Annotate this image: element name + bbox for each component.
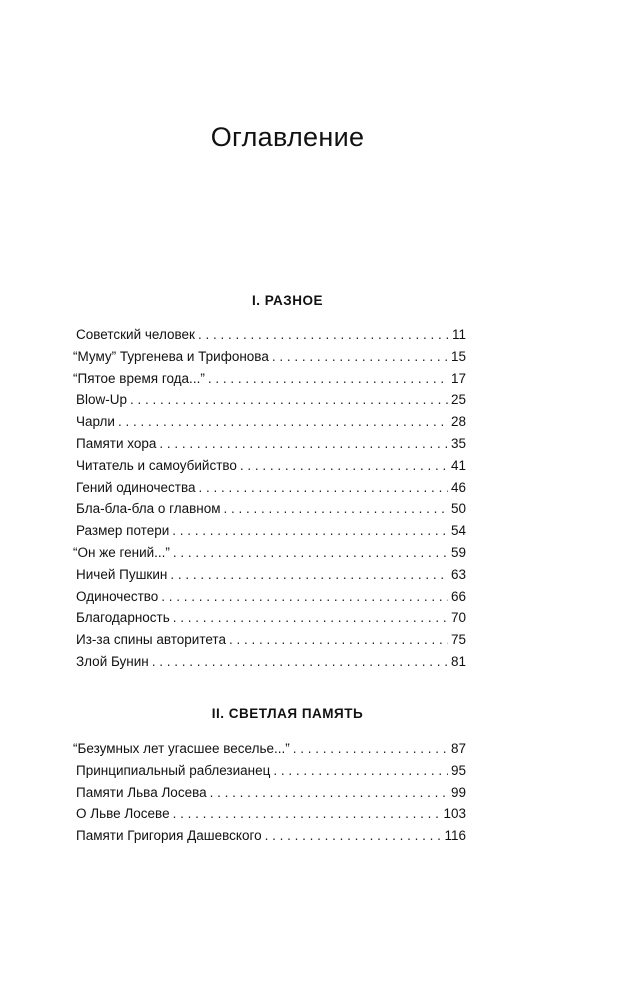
toc-entry-page-number: 46 xyxy=(450,479,466,495)
toc-entry-page-number: 50 xyxy=(450,501,466,517)
toc-entry-page-number: 75 xyxy=(450,632,466,648)
dot-leader xyxy=(198,324,449,346)
toc-entry-page-number: 63 xyxy=(450,566,466,582)
toc-entry-page-number: 41 xyxy=(450,457,466,473)
toc-entry-title: Читатель и самоубийство xyxy=(76,457,237,473)
dot-leader xyxy=(172,520,448,542)
toc-entry-title: Одиночество xyxy=(76,588,159,604)
dot-leader xyxy=(173,542,448,564)
toc-entry-title: Гений одиночества xyxy=(76,479,196,495)
dot-leader xyxy=(265,825,442,847)
toc-entry[interactable] xyxy=(73,498,466,520)
toc-entry-title: “Муму” Тургенева и Трифонова xyxy=(73,348,269,364)
toc-entry[interactable] xyxy=(73,433,466,455)
toc-entry[interactable] xyxy=(73,346,466,368)
toc-entry-title: Памяти Льва Лосева xyxy=(76,784,207,800)
toc-entry[interactable] xyxy=(73,738,466,760)
dot-leader xyxy=(273,760,448,782)
dot-leader xyxy=(199,477,448,499)
toc-entry[interactable] xyxy=(73,477,466,499)
dot-leader xyxy=(240,455,448,477)
toc-entry[interactable] xyxy=(73,760,466,782)
toc-entry-title: Благодарность xyxy=(76,610,170,626)
toc-entry-title: Памяти хора xyxy=(76,435,157,451)
dot-leader xyxy=(272,346,448,368)
toc-list-section-1 xyxy=(73,324,466,673)
dot-leader xyxy=(229,629,448,651)
toc-entry-title: Злой Бунин xyxy=(76,653,149,669)
toc-entry[interactable] xyxy=(73,586,466,608)
toc-entry-page-number: 103 xyxy=(443,806,466,822)
page-title: Оглавление xyxy=(210,122,365,153)
toc-list-section-2 xyxy=(73,738,466,847)
toc-entry-page-number: 15 xyxy=(450,348,466,364)
toc-entry-page-number: 66 xyxy=(450,588,466,604)
toc-entry-title: Чарли xyxy=(76,414,115,430)
dot-leader xyxy=(293,738,448,760)
toc-entry[interactable] xyxy=(73,324,466,346)
toc-entry[interactable] xyxy=(73,389,466,411)
toc-entry-title: Размер потери xyxy=(76,523,170,539)
toc-entry-page-number: 81 xyxy=(450,653,466,669)
toc-entry[interactable] xyxy=(73,803,466,825)
toc-entry-title: Памяти Григория Дашевского xyxy=(76,828,262,844)
toc-entry-page-number: 116 xyxy=(444,828,466,844)
toc-entry-title: Советский человек xyxy=(76,327,195,342)
toc-entry-title: “Безумных лет угасшее веселье...” xyxy=(73,741,290,756)
dot-leader xyxy=(173,803,441,825)
toc-entry-title: “Пятое время года...” xyxy=(73,370,205,386)
section-heading-1: I. РАЗНОЕ xyxy=(251,293,324,309)
dot-leader xyxy=(152,651,448,673)
dot-leader xyxy=(170,564,448,586)
toc-entry-page-number: 59 xyxy=(450,544,466,560)
toc-entry[interactable] xyxy=(73,651,466,673)
toc-entry-title: Blow-Up xyxy=(76,392,128,408)
dot-leader xyxy=(210,782,448,804)
toc-entry-title: О Льве Лосеве xyxy=(76,806,170,822)
toc-entry[interactable] xyxy=(73,520,466,542)
toc-entry-page-number: 70 xyxy=(450,610,466,626)
toc-entry-title: Из-за спины авторитета xyxy=(76,632,226,648)
toc-entry-title: Бла-бла-бла о главном xyxy=(76,501,221,517)
toc-entry[interactable] xyxy=(73,782,466,804)
toc-entry-page-number: 35 xyxy=(450,435,466,451)
toc-entry-page-number: 11 xyxy=(451,327,466,342)
toc-entry-page-number: 54 xyxy=(450,523,466,539)
toc-entry-title: “Он же гений...” xyxy=(73,544,170,560)
toc-entry-title: Принципиальный раблезианец xyxy=(76,762,271,778)
toc-entry-page-number: 95 xyxy=(450,762,466,778)
dot-leader xyxy=(224,498,448,520)
dot-leader xyxy=(208,368,448,390)
toc-entry[interactable] xyxy=(73,825,466,847)
toc-entry[interactable] xyxy=(73,542,466,564)
toc-entry[interactable] xyxy=(73,629,466,651)
dot-leader xyxy=(173,607,448,629)
dot-leader xyxy=(118,411,448,433)
toc-entry-title: Ничей Пушкин xyxy=(76,566,168,582)
section-heading-2: II. СВЕТЛАЯ ПАМЯТЬ xyxy=(211,706,364,722)
dot-leader xyxy=(161,586,448,608)
toc-entry-page-number: 25 xyxy=(450,392,466,408)
toc-entry[interactable] xyxy=(73,455,466,477)
dot-leader xyxy=(130,389,448,411)
toc-entry[interactable] xyxy=(73,564,466,586)
toc-entry-page-number: 87 xyxy=(450,741,466,756)
toc-entry-page-number: 17 xyxy=(450,370,466,386)
toc-entry-page-number: 28 xyxy=(450,414,466,430)
dot-leader xyxy=(159,433,448,455)
toc-entry[interactable] xyxy=(73,368,466,390)
toc-entry-page-number: 99 xyxy=(450,784,466,800)
toc-entry[interactable] xyxy=(73,607,466,629)
toc-entry[interactable] xyxy=(73,411,466,433)
